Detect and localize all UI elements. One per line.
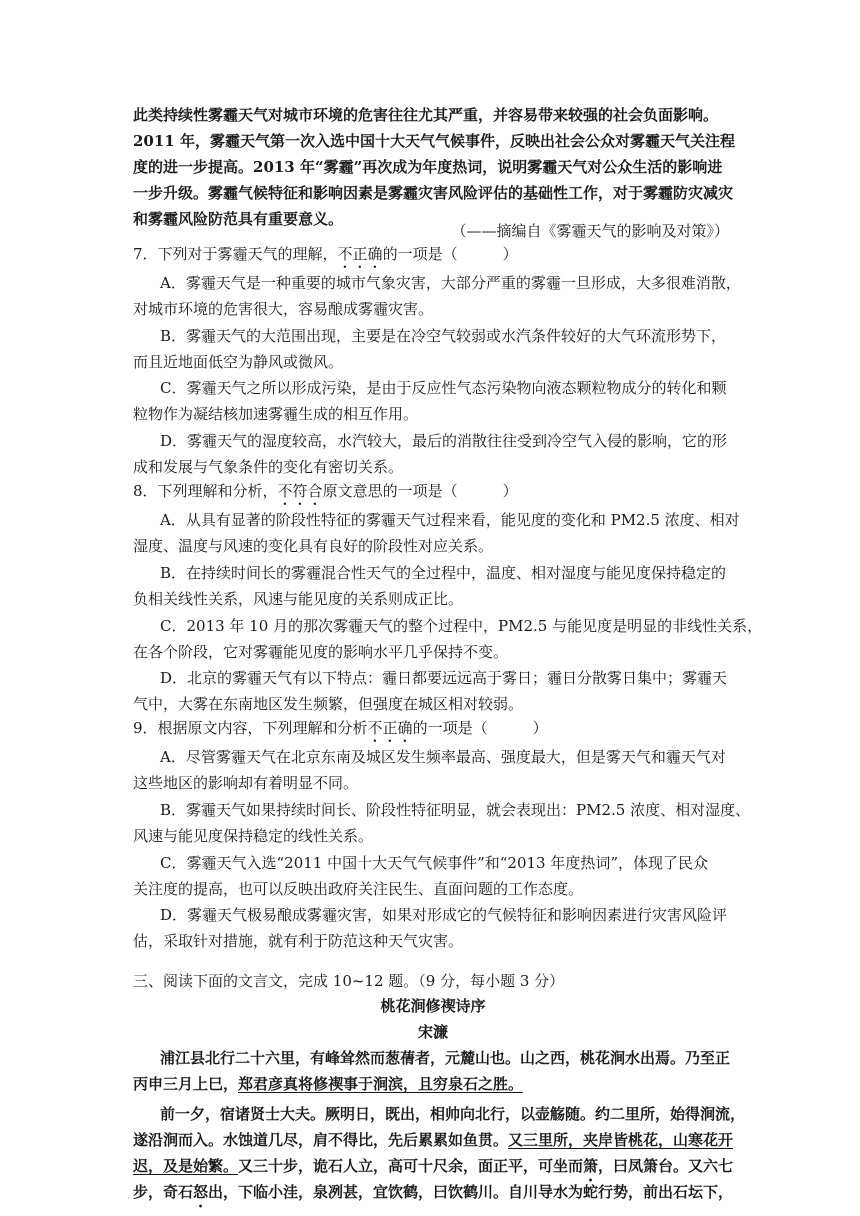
section-3-heading: 三、阅读下面的文言文，完成 10~12 题。（9 分，每小题 3 分）	[133, 972, 565, 990]
question-9-stem	[133, 715, 733, 746]
q7-option-c: C．雾霾天气之所以形成污染，是由于反应性气态污染物向液态颗粒物成分的转化和颗	[160, 379, 727, 397]
plain-text: 出，下临小洼，泉冽甚，宜饮鹤，曰饮鹤川。自川导水为蛇行势，前出石坛下，	[208, 1183, 734, 1201]
stem-emphasis: 不正确	[367, 719, 413, 737]
classical-para-1-cont	[133, 1071, 733, 1097]
plain-text: 丙申三月上巳，	[133, 1075, 239, 1093]
passage-line: 此类持续性雾霾天气对城市环境的危害往往尤其严重，并容易带来较强的社会负面影响。	[133, 106, 719, 124]
passage-line: 一步升级。雾霾气候特征和影响因素是雾霾灾害风险评估的基础性工作，对于雾霾防灾减灾	[133, 184, 734, 202]
q8-option-a: A．从具有显著的阶段性特征的雾霾天气过程来看，能见度的变化和 PM2.5 浓度、相对	[160, 511, 740, 529]
stem-text: 的一项是（ ）	[382, 245, 518, 263]
q7-option-a-cont: 对城市环境的危害很大，容易酿成雾霾灾害。	[133, 300, 434, 318]
passage-line: 度的进一步提高。2013 年“雾霾”再次成为年度热词，说明雾霾天气对公众生活的影响进	[133, 158, 723, 176]
stem-text: 9．根据原文内容，下列理解和分析	[133, 719, 368, 737]
passage-line: 和雾霾风险防范具有重要意义。	[133, 210, 344, 228]
plain-text: 又三十步，诡石人立，高可十尺余，面正平，可坐而	[238, 1157, 584, 1175]
question-8-stem	[133, 478, 733, 509]
q8-option-c: C．2013 年 10 月的那次雾霾天气的整个过程中，PM2.5 与能见度是明显的非线性关系，	[160, 617, 763, 635]
q7-option-d-cont: 成和发展与气象条件的变化有密切关系。	[133, 458, 404, 476]
stem-emphasis: 不符合	[277, 482, 323, 500]
underlined-sentence: 迟，及是始繁。	[133, 1157, 239, 1175]
q9-option-a: A．尽管雾霾天气在北京东南及城区发生频率最高、强度最大，但是雾天气和霾天气对	[160, 748, 726, 766]
q9-option-b: B．雾霾天气如果持续时间长、阶段性特征明显，就会表现出：PM2.5 浓度、相对湿度、	[160, 801, 751, 819]
underlined-sentence: 郑君彦真将修禊事于涧滨，且穷泉石之胜。	[238, 1075, 524, 1093]
q8-option-d-cont: 气中，大雾在东南地区发生频繁，但强度在城区相对较弱。	[133, 695, 524, 713]
plain-text: 步，奇石	[133, 1183, 194, 1201]
stem-text: 的一项是（ ）	[412, 719, 548, 737]
classical-para-2: 前一夕，宿诸贤士大夫。厥明日，既出，相帅向北行，以壶觞随。约二里所，始得涧流，	[160, 1105, 746, 1123]
q8-option-b: B．在持续时间长的雾霾混合性天气的全过程中，温度、相对湿度与能见度保持稳定的	[160, 564, 727, 582]
q7-option-b: B．雾霾天气的大范围出现，主要是在冷空气较弱或水汽条件较好的大气环流形势下，	[160, 327, 727, 345]
q7-option-b-cont: 而且近地面低空为静风或微风。	[133, 353, 344, 371]
question-7-stem	[133, 241, 733, 272]
q9-option-c: C．雾霾天气入选“2011 中国十大天气气候事件”和“2013 年度热词”，体现了民众	[160, 854, 709, 872]
passage-line: 2011 年，雾霾天气第一次入选中国十大天气气候事件，反映出社会公众对雾霾天气关注程	[133, 132, 735, 150]
q9-option-b-cont: 风速与能见度保持稳定的线性关系。	[133, 827, 374, 845]
q8-option-d: D．北京的雾霾天气有以下特点：霾日都要远远高于雾日；霾日分散雾日集中；雾霾天	[160, 669, 728, 687]
passage-source: （——摘编自《雾霾天气的影响及对策》）	[451, 222, 729, 240]
q9-option-d-cont: 估，采取针对措施，就有利于防范这种天气灾害。	[133, 932, 464, 950]
underlined-sentence: 又三里所，夹岸皆桃花，山寒花开	[508, 1131, 734, 1149]
classical-para-2-cont	[133, 1127, 733, 1153]
stem-emphasis: 不正确	[337, 245, 383, 263]
q7-option-c-cont: 粒物作为凝结核加速雾霾生成的相互作用。	[133, 405, 419, 423]
q9-option-a-cont: 这些地区的影响却有着明显不同。	[133, 774, 359, 792]
stem-text: 原文意思的一项是（ ）	[322, 482, 518, 500]
emphasis-char: 怒	[193, 1183, 209, 1201]
classical-text-title: 桃花涧修禊诗序	[380, 997, 486, 1015]
stem-text: 7．下列对于雾霾天气的理解，	[133, 245, 338, 263]
stem-text: 8．下列理解和分析，	[133, 482, 278, 500]
q7-option-a: A．雾霾天气是一种重要的城市气象灾害，大部分严重的雾霾一旦形成，大多很难消散，	[160, 274, 741, 292]
classical-text-author: 宋濂	[417, 1023, 448, 1041]
q7-option-d: D．雾霾天气的湿度较高，水汽较大，最后的消散往往受到冷空气入侵的影响，它的形	[160, 432, 728, 450]
q9-option-c-cont: 关注度的提高，也可以反映出政府关注民生、直面问题的工作态度。	[133, 880, 584, 898]
classical-para-2-cont	[133, 1179, 733, 1211]
q9-option-d: D．雾霾天气极易酿成雾霾灾害，如果对形成它的气候特征和影响因素进行灾害风险评	[160, 906, 728, 924]
q8-option-c-cont: 在各个阶段，它对雾霾能见度的影响水平几乎保持不变。	[133, 643, 509, 661]
emphasis-char: 箫	[583, 1157, 599, 1175]
plain-text: 遂沿涧而入。水蚀道几尽，肩不得比，先后累累如鱼贯。	[133, 1131, 509, 1149]
q8-option-a-cont: 湿度、温度与风速的变化具有良好的阶段性对应关系。	[133, 537, 494, 555]
classical-para-1: 浦江县北行二十六里，有峰耸然而葱蒨者，元麓山也。山之西，桃花涧水出焉。乃至正	[160, 1049, 731, 1067]
q8-option-b-cont: 负相关线性关系，风速与能见度的关系则成正比。	[133, 590, 464, 608]
plain-text: ，曰凤箫台。又六七	[598, 1157, 734, 1175]
